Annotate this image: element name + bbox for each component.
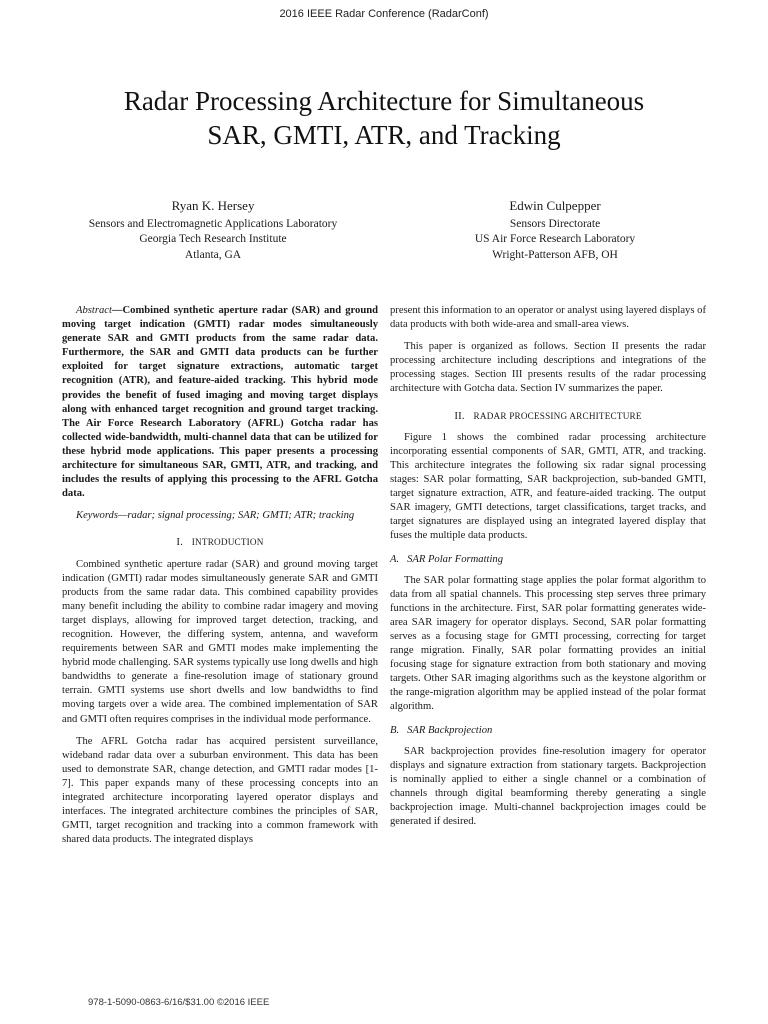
keywords: Keywords—radar; signal processing; SAR; GMTI; ATR; tracking	[76, 510, 355, 522]
paragraph: Combined synthetic aperture radar (SAR) and ground moving target indication (GMTI) radar modes simultaneously generate SAR and GMTI products from the same radar data. This combined capability provides many benefit including the ability to combine radar imagery and moving target displays, allowing for improved target detection, tracking, and recognition. However, the differing system, antenna, and waveform requirements between SAR and GMTI modes make implementing the hybrid mode challenging. SAR systems typically use long dwells and high bandwidths to generate a fine-resolution image of stationary ground terrain. GMTI systems use short dwells and low bandwidths to find moving targets over a wide area. The combined implementation of SAR and GMTI often requires comprises in the individual mode performance.	[62, 558, 378, 725]
right-column	[390, 304, 706, 837]
author-block-1	[48, 198, 378, 263]
paragraph: The AFRL Gotcha radar has acquired persistent surveillance, wideband radar data over a suburban environment. This data has been used to demonstrate SAR, change detection, and GMTI radar modes [1-7]. This paper expands many of these processing concepts into an integrated architecture incorporating layered operator displays and interfaces. The integrated architecture combines the principles of SAR, GMTI, target recognition and tracking into a common framework with shared data products. The integrated displays	[62, 735, 378, 846]
author-institution: Georgia Tech Research Institute	[139, 233, 287, 245]
paragraph: Figure 1 shows the combined radar processing architecture incorporating essential components of SAR, GMTI, ATR, and tracking. This architecture integrates the following six radar signal processing stages: SAR polar formatting, SAR backprojection, sub-banded GMTI, target signature extraction, ATR, and feature-aided tracking. The output SAR imagery, GMTI detections, target classifications, target tracks, and target signatures are displayed using an integrated layered display that fuses the multiple data products.	[390, 431, 706, 542]
left-column	[62, 304, 378, 855]
abstract	[62, 304, 378, 501]
section-number: I.	[176, 536, 184, 549]
paper-title	[60, 84, 708, 152]
subsection-heading-backprojection	[390, 724, 706, 738]
subsection-title: SAR Backprojection	[407, 725, 493, 737]
abstract-lead: Abstract	[76, 305, 112, 316]
author-name: Edwin Culpepper	[509, 198, 601, 213]
abstract-text: Combined synthetic aperture radar (SAR) and ground moving target indication (GMTI) radar modes simultaneously generate SAR and GMTI products from the same radar data. Furthermore, the SAR and GMTI data products can be further exploited for target signature extractions, automatic target recognition (ATR), and feature-aided tracking. This hybrid mode provides the benefit of fused imaging and moving target displays along with enhanced target recognition and ground target tracking. The Air Force Research Laboratory (AFRL) Gotcha radar has collected wide-bandwidth, multi-channel data that can be utilized for these hybrid mode applications. This paper presents a processing architecture for simultaneous SAR, GMTI, ATR, and tracking, and includes the results of applying this processing to the AFRL Gotcha data.	[62, 305, 378, 500]
section-number: II.	[454, 409, 465, 422]
paragraph-continued: present this information to an operator or analyst using layered displays of data products with both wide-area and small-area views.	[390, 305, 706, 331]
paragraph: SAR backprojection provides fine-resolution imagery for operator displays and signature extraction from stationary targets. Backprojection is nominally applied to either a single channel or a combination of channels through digital beamforming thereby generating a single backprojection image. Multi-channel backprojection images could be generated if desired.	[390, 745, 706, 827]
author-institution: US Air Force Research Laboratory	[474, 233, 636, 245]
footer-identifier: 978-1-5090-0863-6/16/$31.00 ©2016 IEEE	[88, 997, 270, 1008]
paper-title-line-1: Radar Processing Architecture for Simultaneous	[123, 86, 645, 116]
abstract-dash: —	[111, 305, 123, 316]
paragraph: This paper is organized as follows. Section II presents the radar processing architecture including descriptions and integrations of the processing stages. Section III presents results of the radar processing architecture with Gotcha data. Section IV summarizes the paper.	[390, 341, 706, 395]
section-title: INTRODUCTION	[191, 537, 264, 548]
author-affiliation: Sensors and Electromagnetic Applications Laboratory	[88, 217, 338, 230]
author-name: Ryan K. Hersey	[171, 198, 255, 213]
section-heading-architecture	[390, 409, 706, 423]
subsection-heading-polar-formatting	[390, 553, 706, 567]
author-location: Wright-Patterson AFB, OH	[492, 248, 618, 261]
subsection-title: SAR Polar Formatting	[407, 554, 504, 566]
conference-header: 2016 IEEE Radar Conference (RadarConf)	[279, 8, 489, 20]
paragraph: The SAR polar formatting stage applies the polar format algorithm to data from all spatial channels. This processing step serves three primary functions in the architecture. First, SAR polar formatting generates wide-area SAR imagery for operator displays. Second, SAR polar formatting serves as a focusing stage for GMTI processing, correcting for target range migration. Finally, SAR polar formatting provides an initial focusing stage for signature extraction from both stationary and moving targets. Other SAR imaging algorithms such as the keystone algorithm or the range-migration algorithm may be applied instead of the polar format algorithm.	[390, 574, 706, 713]
paper-title-line-2: SAR, GMTI, ATR, and Tracking	[207, 120, 561, 150]
section-heading-introduction	[62, 535, 378, 549]
subsection-label: A.	[390, 554, 400, 566]
author-block-2	[390, 198, 720, 263]
section-title: RADAR PROCESSING ARCHITECTURE	[473, 410, 642, 421]
subsection-label: B.	[390, 725, 400, 737]
author-affiliation: Sensors Directorate	[509, 217, 601, 230]
author-location: Atlanta, GA	[184, 248, 242, 261]
